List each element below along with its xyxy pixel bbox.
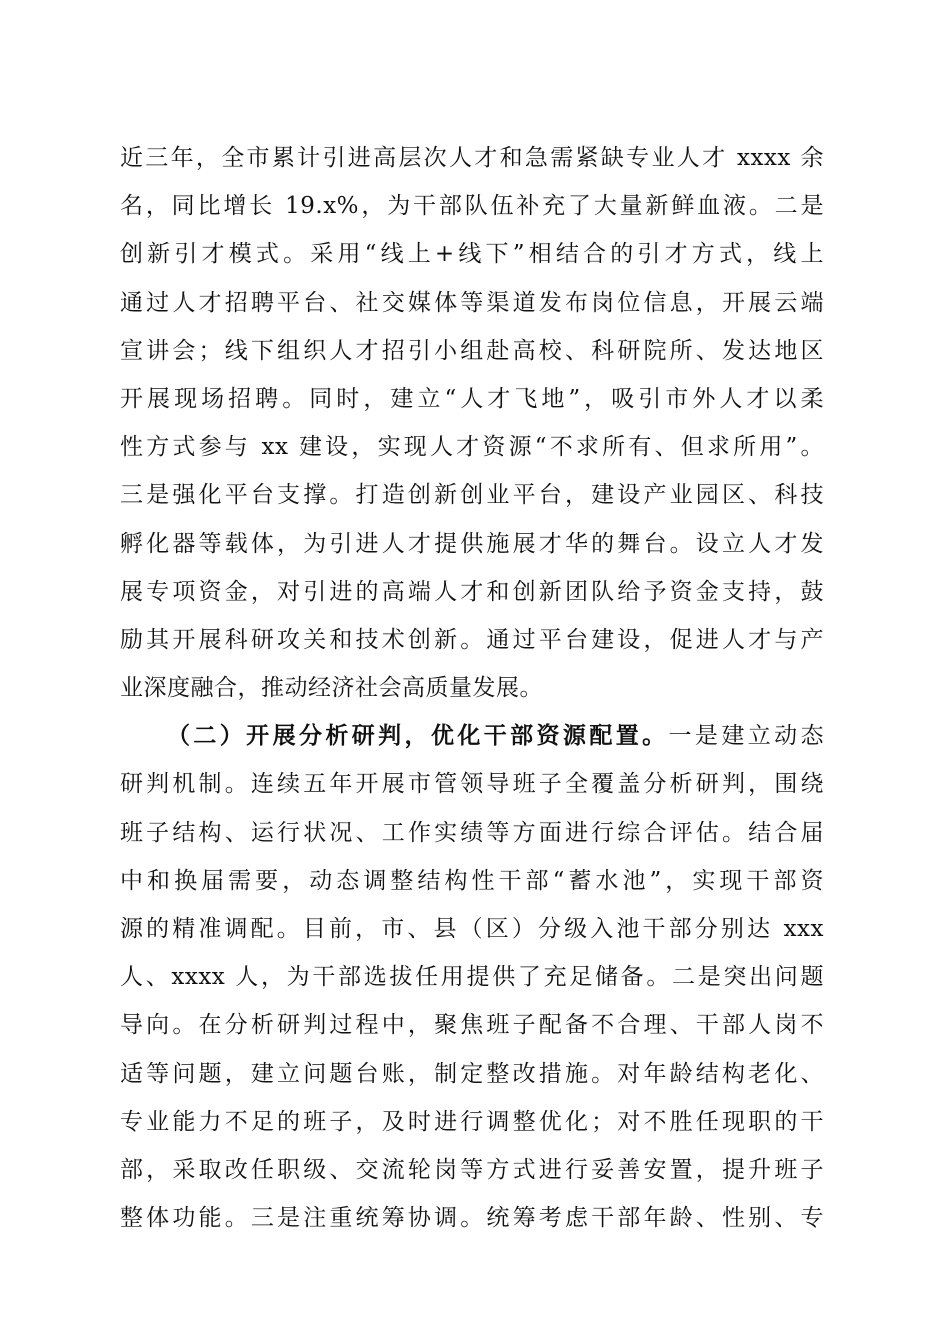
text-line: 班子结构、运行状况、工作实绩等方面进行综合评估。结合届 [120,819,824,846]
text-line: 中和换届需要，动态调整结构性干部“蓄水池”，实现干部资 [120,867,824,894]
text-line: 部，采取改任职级、交流轮岗等方式进行妥善安置，提升班子 [120,1156,824,1183]
text-line: 近三年，全市累计引进高层次人才和急需紧缺专业人才 xxxx 余 [120,145,824,171]
text-line: 展专项资金，对引进的高端人才和创新团队给予资金支持，鼓 [120,578,824,605]
text-line: 导向。在分析研判过程中，聚焦班子配备不合理、干部人岗不 [120,1012,824,1039]
document-body [120,134,824,1242]
text-line: 研判机制。连续五年开展市管领导班子全覆盖分析研判，围绕 [120,771,824,798]
text-line: 源的精准调配。目前，市、县（区）分级入池干部分别达 xxx [120,916,824,942]
text-line: 三是强化平台支撑。打造创新创业平台，建设产业园区、科技 [120,482,824,509]
text-line: 整体功能。三是注重统筹协调。统筹考虑干部年龄、性别、专 [120,1205,824,1232]
text-line-with-heading [120,712,824,760]
text-run: 一是建立动态 [668,723,825,750]
text-line: 孵化器等载体，为引进人才提供施展才华的舞台。设立人才发 [120,530,824,557]
section-heading: （二）开展分析研判，优化干部资源配置。 [167,722,669,750]
paragraph-analysis-judgment [120,712,824,1242]
text-line: 名，同比增长 19.x%，为干部队伍补充了大量新鲜血液。二是 [120,193,824,220]
text-line: 适等问题，建立问题台账，制定整改措施。对年龄结构老化、 [120,1060,824,1087]
paragraph-talent-introduction [120,134,824,712]
text-line: 专业能力不足的班子，及时进行调整优化；对不胜任现职的干 [120,1108,824,1135]
text-line: 开展现场招聘。同时，建立“人才飞地”，吸引市外人才以柔 [120,385,824,412]
text-line: 通过人才招聘平台、社交媒体等渠道发布岗位信息，开展云端 [120,289,824,316]
text-line: 励其开展科研攻关和技术创新。通过平台建设，促进人才与产 [120,626,824,653]
text-line: 性方式参与 xx 建设，实现人才资源“不求所有、但求所用”。 [120,434,824,461]
text-line: 宣讲会；线下组织人才招引小组赴高校、科研院所、发达地区 [120,337,824,364]
text-line: 人、xxxx 人，为干部选拔任用提供了充足储备。二是突出问题 [120,964,824,991]
text-line: 创新引才模式。采用“线上+线下”相结合的引才方式，线上 [120,241,824,268]
text-line: 业深度融合，推动经济社会高质量发展。 [120,675,543,702]
